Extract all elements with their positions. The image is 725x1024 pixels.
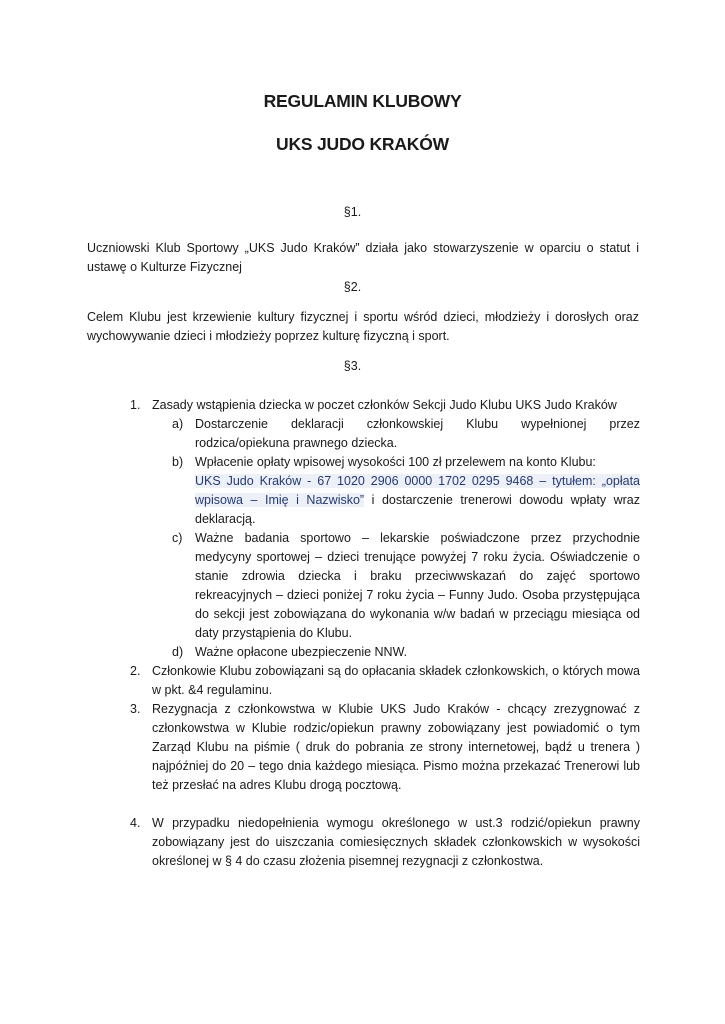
sub-item-letter: b) [172,455,184,469]
sub-item-text: Ważne badania sportowo – lekarskie poświadczone przez przychodnie medycyny sportowej – dzieci trenujące powyżej 7 roku życia. Oświadczenie o stanie zdrowia dziecka i braku przeciwwskazań do zajęć sportowo rekreacyjnych – dzieci poniżej 7 roku życia – Funny Judo. Osoba przystępująca do sekcji jest zobowiązana do wykonania w/w badań w przeciągu miesiąca od daty przystąpienia do Klubu. [195,531,640,640]
sub-item-letter: d) [172,645,184,659]
section-3-mark: §3. [343,359,362,373]
sub-item-text: Dostarczenie deklaracji członkowskiej Klubu wypełnionej przez rodzica/opiekuna prawnego dziecka. [195,417,640,450]
list-item-text: Członkowie Klubu zobowiązani są do opłacania składek członkowskich, o których mowa w pkt. &4 regulaminu. [152,664,640,697]
list-item [124,396,640,415]
list-item-number: 2. [130,664,141,678]
section-1-mark: §1. [343,205,362,219]
section-2-mark: §2. [343,280,362,294]
list-item-text: W przypadku niedopełnienia wymogu określonego w ust.3 rodzić/opiekun prawny zobowiązany jest do uiszczania comiesięcznych składek członkowskich w wysokości określonej w § 4 do czasu złożenia pisemnej rezygnacji z członkostwa. [152,816,640,868]
list-item-number: 3. [130,702,141,716]
rules-list [124,396,640,871]
list-item-number: 4. [130,816,141,830]
sub-item-text-after: i dostarczenie trenerowi dowodu wpłaty wraz deklaracją. [195,493,640,526]
list-item [124,700,640,795]
list-item [124,814,640,871]
list-item [124,662,640,700]
sub-item-b [124,453,640,529]
sub-item-c [124,529,640,643]
list-item-text: Zasady wstąpienia dziecka w poczet członków Sekcji Judo Klubu UKS Judo Kraków [152,398,617,412]
sub-item-text: Ważne opłacone ubezpieczenie NNW. [195,645,408,659]
list-item-number: 1. [130,398,141,412]
sub-item-letter: c) [172,531,183,545]
section-2-text: Celem Klubu jest krzewienie kultury fizycznej i sportu wśród dzieci, młodzieży i dorosłych oraz wychowywanie dzieci i młodzieży poprzez kulturę fizyczną i sport. [87,310,639,343]
section-1-text: Uczniowski Klub Sportowy „UKS Judo Kraków” działa jako stowarzyszenie w oparciu o statut i ustawę o Kulturze Fizycznej [87,241,639,274]
document-subtitle: UKS JUDO KRAKÓW [276,134,449,154]
sub-item-d [124,643,640,662]
sub-item-a [124,415,640,453]
sub-item-text-continued [195,472,640,529]
sub-item-letter: a) [172,417,184,431]
document-title: REGULAMIN KLUBOWY [263,91,462,111]
sub-item-text: Wpłacenie opłaty wpisowej wysokości 100 zł przelewem na konto Klubu: [195,455,596,469]
bank-account-highlight: UKS Judo Kraków - 67 1020 2906 0000 1702 0295 9468 – tytułem: „opłata wpisowa – Imię i Nazwisko” [195,474,640,507]
list-item-text: Rezygnacja z członkowstwa w Klubie UKS Judo Kraków - chcący zrezygnować z członkowstwa w Klubie rodzic/opiekun prawny zobowiązany jest powiadomić o tym Zarząd Klubu na piśmie ( druk do pobrania ze strony internetowej, bądź u trenera ) najpóźniej do 20 – tego dnia każdego miesiąca. Pismo można przekazać Trenerowi lub też przesłać na adres Klubu drogą pocztową. [152,702,640,792]
